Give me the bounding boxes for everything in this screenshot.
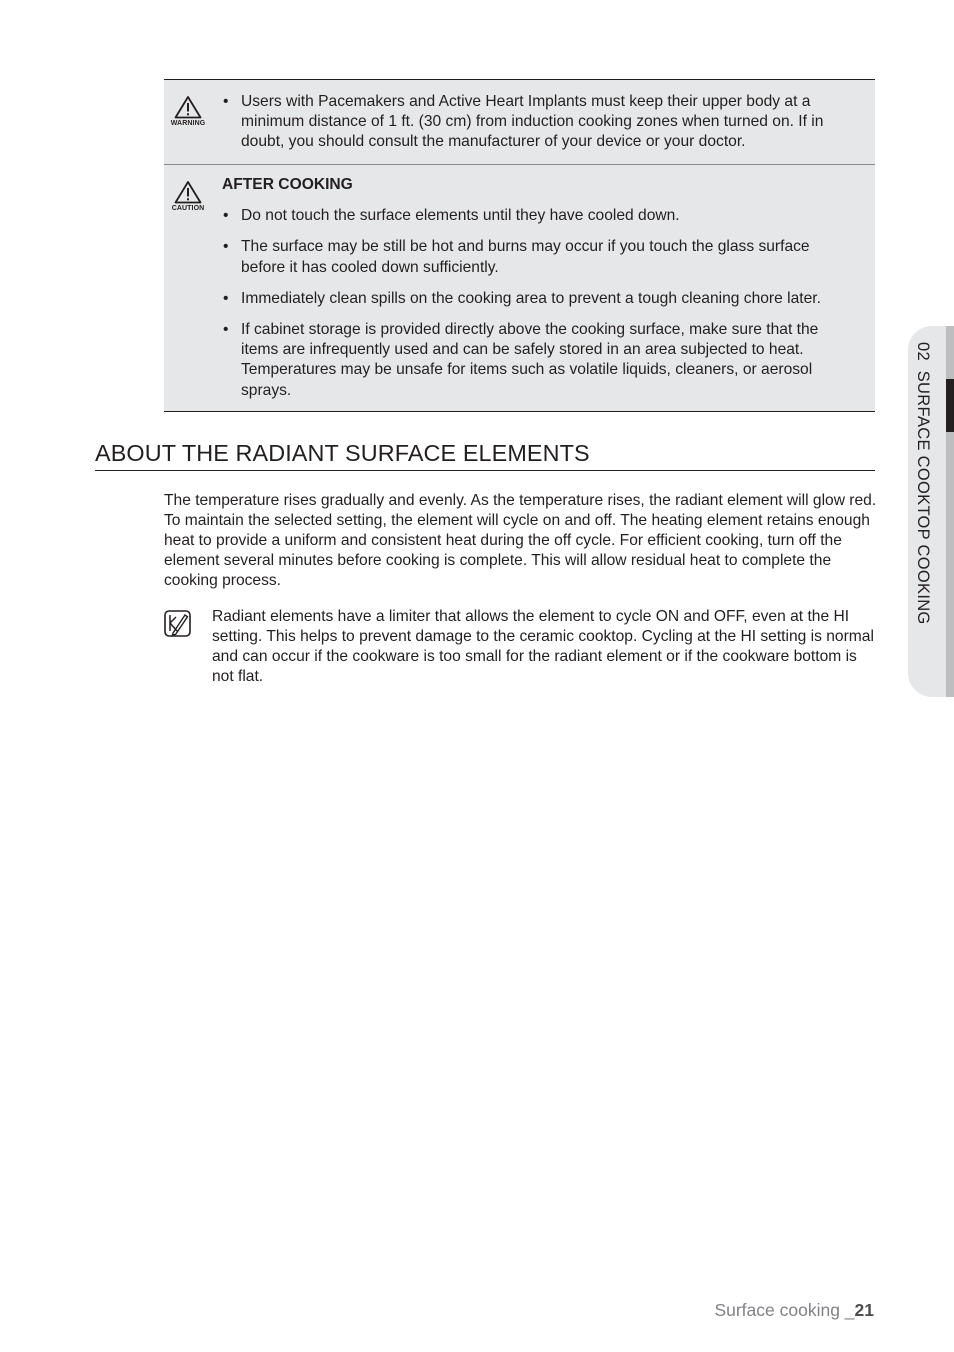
section-body: The temperature rises gradually and evenly. As the temperature rises, the radiant element will glow red. To maintain the selected setting, the element will cycle on and off. The heating element retains enough heat to provide a uniform and consistent heat during the off cycle. For efficient cooking, turn off the element several minutes before cooking is complete. This will allow residual heat to complete the cooking process.	[164, 492, 877, 590]
chapter-title: SURFACE COOKTOP COOKING	[914, 370, 932, 625]
chapter-number: 02	[914, 342, 932, 361]
warning-content	[222, 92, 849, 153]
side-tab-label	[913, 342, 932, 625]
caution-item: • Do not touch the surface elements until they have cooled down.	[222, 206, 849, 226]
caution-icon	[169, 180, 207, 212]
caution-item: • The surface may be still be hot and burns may occur if you touch the glass surface before it has cooled down sufficiently.	[222, 237, 849, 277]
caution-heading: AFTER COOKING	[222, 176, 353, 193]
caution-triangle-icon	[174, 180, 202, 204]
note-icon	[164, 610, 191, 642]
warning-item: • Users with Pacemakers and Active Heart Implants must keep their upper body at a minimum distance of 1 ft. (30 cm) from induction cooking zones when turned on. If in doubt, you should consult the manufacturer of your device or your doctor.	[222, 92, 849, 153]
warning-triangle-icon	[174, 95, 202, 119]
caution-item: • If cabinet storage is provided directly above the cooking surface, make sure that the items are infrequently used and can be safely stored in an area subjected to heat. Temperatures may be unsafe for items such as volatile liquids, cleaners, or aerosol sprays.	[222, 320, 849, 401]
warning-box	[164, 79, 875, 165]
caution-content	[222, 175, 849, 412]
footer-section-label: Surface cooking _	[714, 1300, 855, 1320]
section-note: Radiant elements have a limiter that allows the element to cycle ON and OFF, even at the HI setting. This helps to prevent damage to the ceramic cooktop. Cycling at the HI setting is normal and can occur if the cookware is too small for the radiant element or if the cookware bottom is not flat.	[212, 608, 874, 686]
side-tab-marker	[946, 379, 954, 432]
caution-item: • Immediately clean spills on the cooking area to prevent a tough cleaning chore later.	[222, 289, 849, 309]
caution-box	[164, 165, 875, 412]
note-pencil-icon	[164, 610, 191, 637]
warning-icon	[169, 95, 207, 127]
section-title: ABOUT THE RADIANT SURFACE ELEMENTS	[95, 440, 875, 471]
page-footer	[714, 1300, 874, 1321]
warning-icon-label: WARNING	[170, 120, 206, 127]
caution-icon-label: CAUTION	[171, 205, 205, 212]
page-number: 21	[854, 1300, 874, 1320]
